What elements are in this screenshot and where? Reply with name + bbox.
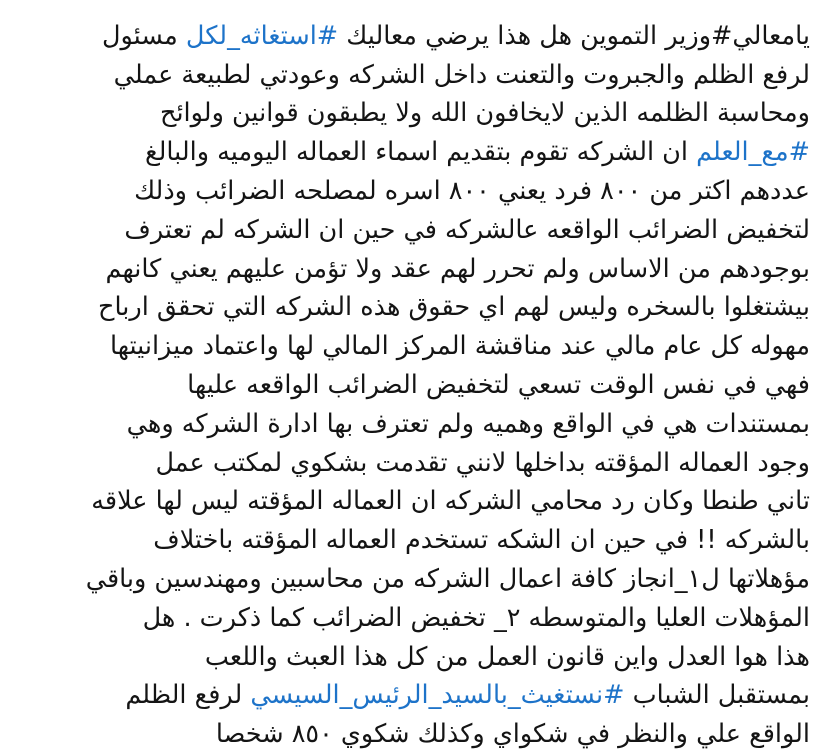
post-line: بيشتغلوا بالسخره وليس لهم اي حقوق هذه الشركه التي تحقق ارباح [98,292,810,323]
post-line: مهوله كل عام مالي عند مناقشة المركز المالي لها واعتماد ميزانيتها [109,331,810,362]
post-line: عددهم اكتر من ٨٠٠ فرد يعني ٨٠٠ اسره لمصلحه الضرائب وذلك [134,175,810,206]
post-line: بمستندات هي في الواقع وهميه ولم تعترف بها ادارة الشركه وهي [126,408,810,439]
post-line: الواقع علي والنظر في شكواي وكذلك شكوي ٨٥٠ شخصا [215,719,810,750]
post-text-segment: بمستقبل الشباب [624,680,810,711]
post-line: هذا هوا العدل واين قانون العمل من كل هذا العبث واللعب [204,641,810,672]
post-text-segment: يامعالي#وزير التموين هل هذا يرضي معاليك [338,20,810,51]
hashtag-link[interactable]: #مع_العلم [696,137,810,168]
post-line: لرفع الظلم والجبروت والتعنت داخل الشركه وعودتي لطبيعة عملي [113,59,810,90]
post-line: بالشركه !! في حين ان الشكه تستخدم العماله المؤقته باختلاف [153,525,810,556]
post-text-segment: مسئول [101,20,186,51]
post-body [10,0,810,754]
post-line [10,676,810,715]
post-text-segment: لرفع الظلم [125,680,251,711]
post-line [10,133,810,172]
post-line [10,0,810,17]
post-line: لتخفيض الضرائب الواقعه عالشركه في حين ان الشركه لم تعترف [124,214,810,245]
post-line: مؤهلاتها ل١_انجاز كافة اعمال الشركه من محاسبين ومهندسين وباقي [85,563,810,594]
hashtag-link[interactable]: #نستغيث_بالسيد_الرئيس_السيسي [250,680,625,711]
hashtag-link[interactable]: #استغاثه_لكل [185,20,339,51]
post-line [10,17,810,56]
post-line: وجود العماله المؤقته بداخلها لانني تقدمت بشكوي لمكتب عمل [155,447,810,478]
post-line: ومحاسبة الظلمه الذين لايخافون الله ولا يطبقون قوانين ولوائح [159,98,810,129]
post-line: بوجودهم من الاساس ولم تحرر لهم عقد ولا تؤمن عليهم يعني كانهم [105,253,810,284]
post-line: تاني طنطا وكان رد محامي الشركه ان العماله المؤقته ليس لها علاقه [91,486,810,517]
post-line: المؤهلات العليا والمتوسطه ٢_ تخفيض الضرائب كما ذكرت . هل [142,602,810,633]
post-line: فهي في نفس الوقت تسعي لتخفيض الضرائب الواقعه عليها [187,369,810,400]
post-text-segment: ان الشركه تقوم بتقديم اسماء العماله اليوميه والبالغ [145,137,697,168]
